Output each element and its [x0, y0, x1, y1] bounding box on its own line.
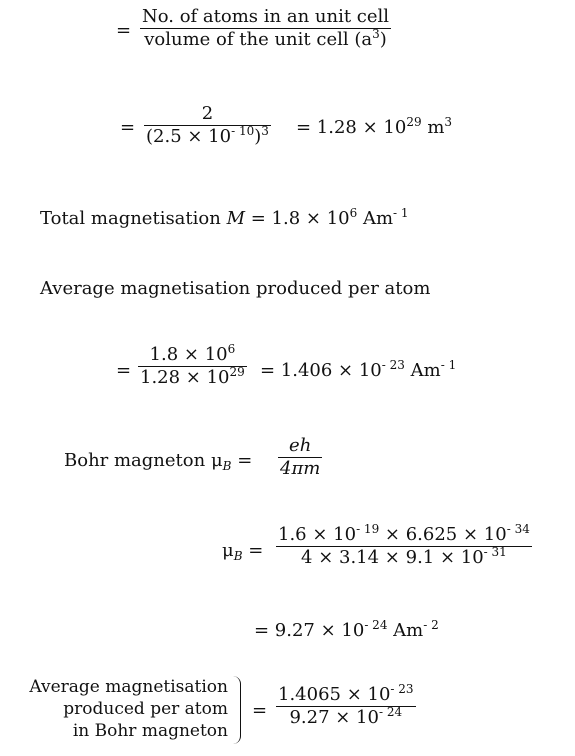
eq3-result: = $1.406 \times 10^{- 23}$ $Am^{- 1}$	[260, 358, 457, 381]
eq3-equals: =	[116, 360, 132, 381]
eq2-equals: =	[120, 117, 136, 138]
bohr-magneton-label: Bohr magneton $\mu_B$ =	[64, 450, 253, 473]
final-fraction	[276, 684, 416, 729]
final-denominator: $9.27 \times 10^{- 24}$	[289, 705, 403, 728]
final-equals: =	[252, 700, 268, 721]
eq2-numerator: 2	[201, 103, 214, 124]
eq4-numerator: $1.6 \times 10^{- 19} \times 6.625 \times 10^{- 34}$	[278, 522, 530, 545]
avg-magnetisation-heading: Average magnetisation produced per atom	[40, 278, 431, 299]
bohr-fraction	[278, 435, 322, 480]
bohr-numerator: eh	[289, 435, 312, 456]
eq4-lhs: $\mu_B$ =	[222, 540, 264, 563]
eq3-fraction	[138, 344, 247, 389]
eq2-fraction	[144, 103, 271, 148]
eq1-fraction	[140, 6, 391, 51]
right-brace	[232, 676, 241, 744]
eq1-denominator: volume of the unit cell $(a^3)$	[144, 27, 387, 50]
eq4-fraction	[276, 524, 532, 569]
eq5-line: = $9.27 \times 10^{- 24}$ $Am^{- 2}$	[254, 618, 439, 641]
eq3-numerator: $1.8 \times 10^6$	[149, 342, 236, 365]
eq2-denominator: $(2.5 \times 10^{- 10})^3$	[146, 124, 269, 147]
eq1-numerator: No. of atoms in an unit cell	[142, 6, 390, 27]
eq3-denominator: $1.28 \times 10^{29}$	[140, 365, 245, 388]
eq2-result: = $1.28 \times 10^{29}$ $m^3$	[296, 115, 453, 138]
total-magnetisation-line: Total magnetisation $M = 1.8 \times 10^6$ $Am^{- 1}$	[40, 206, 409, 229]
final-numerator: $1.4065 \times 10^{- 23}$	[278, 682, 414, 705]
final-label: Average magnetisation produced per atom in Bohr magneton	[29, 677, 228, 741]
bohr-denominator: 4πm	[280, 458, 321, 479]
eq1-equals: =	[116, 20, 132, 41]
eq4-denominator: $4 \times 3.14 \times 9.1 \times 10^{- 31}$	[301, 545, 507, 568]
